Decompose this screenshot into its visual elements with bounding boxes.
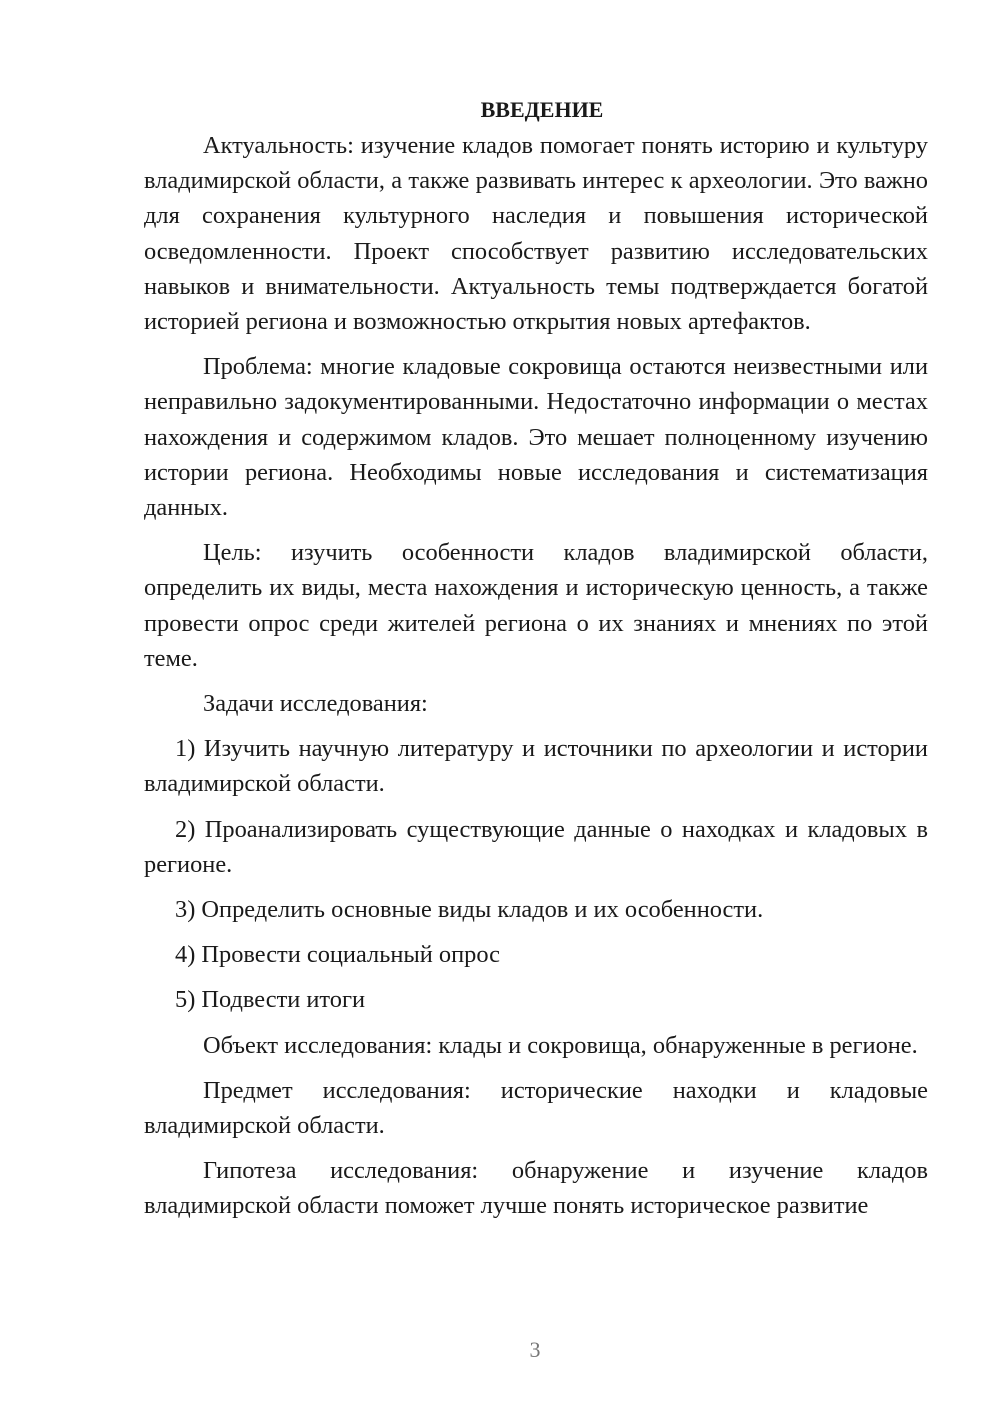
paragraph-hypothesis: Гипотеза исследования: обнаружение и изучение кладов владимирской области поможет лучше понять историческое развитие (144, 1157, 928, 1220)
task-item-5: 5) Подвести итоги (175, 986, 366, 1014)
section-heading: ВВЕДЕНИЕ (480, 97, 604, 122)
page-body (144, 92, 928, 1234)
task-item-1: 1) Изучить научную литературу и источники по археологии и истории владимирской области. (144, 735, 928, 798)
paragraph-object: Объект исследования: клады и сокровища, обнаруженные в регионе. (203, 1031, 918, 1059)
paragraph-problem: Проблема: многие кладовые сокровища остаются неизвестными или неправильно задокументированными. Недостаточно информации о местах нахождения и содержимом кладов. Это мешает полноценному изучению истории региона. Необходимы новые исследования и систематизация данных. (144, 353, 928, 522)
paragraph-subject: Предмет исследования: исторические находки и кладовые владимирской области. (144, 1076, 928, 1140)
page-number: 3 (529, 1337, 541, 1362)
task-item-3: 3) Определить основные виды кладов и их особенности. (175, 896, 764, 924)
paragraph-relevance: Актуальность: изучение кладов помогает понять историю и культуру владимирской области, а также развивать интерес к археологии. Это важно для сохранения культурного наследия и повышения исторической осведомленности. Проект способствует развитию исследовательских навыков и внимательности. Актуальность темы подтверждается богатой историей региона и возможностью открытия новых артефактов. (144, 132, 928, 336)
task-item-4: 4) Провести социальный опрос (175, 941, 500, 969)
task-item-2: 2) Проанализировать существующие данные о находках и кладовых в регионе. (144, 815, 928, 878)
paragraph-goal: Цель: изучить особенности кладов владимирской области, определить их виды, места нахождения и историческую ценность, а также провести опрос среди жителей региона о их знаниях и мнениях по этой теме. (144, 539, 928, 672)
tasks-intro: Задачи исследования: (203, 690, 428, 718)
